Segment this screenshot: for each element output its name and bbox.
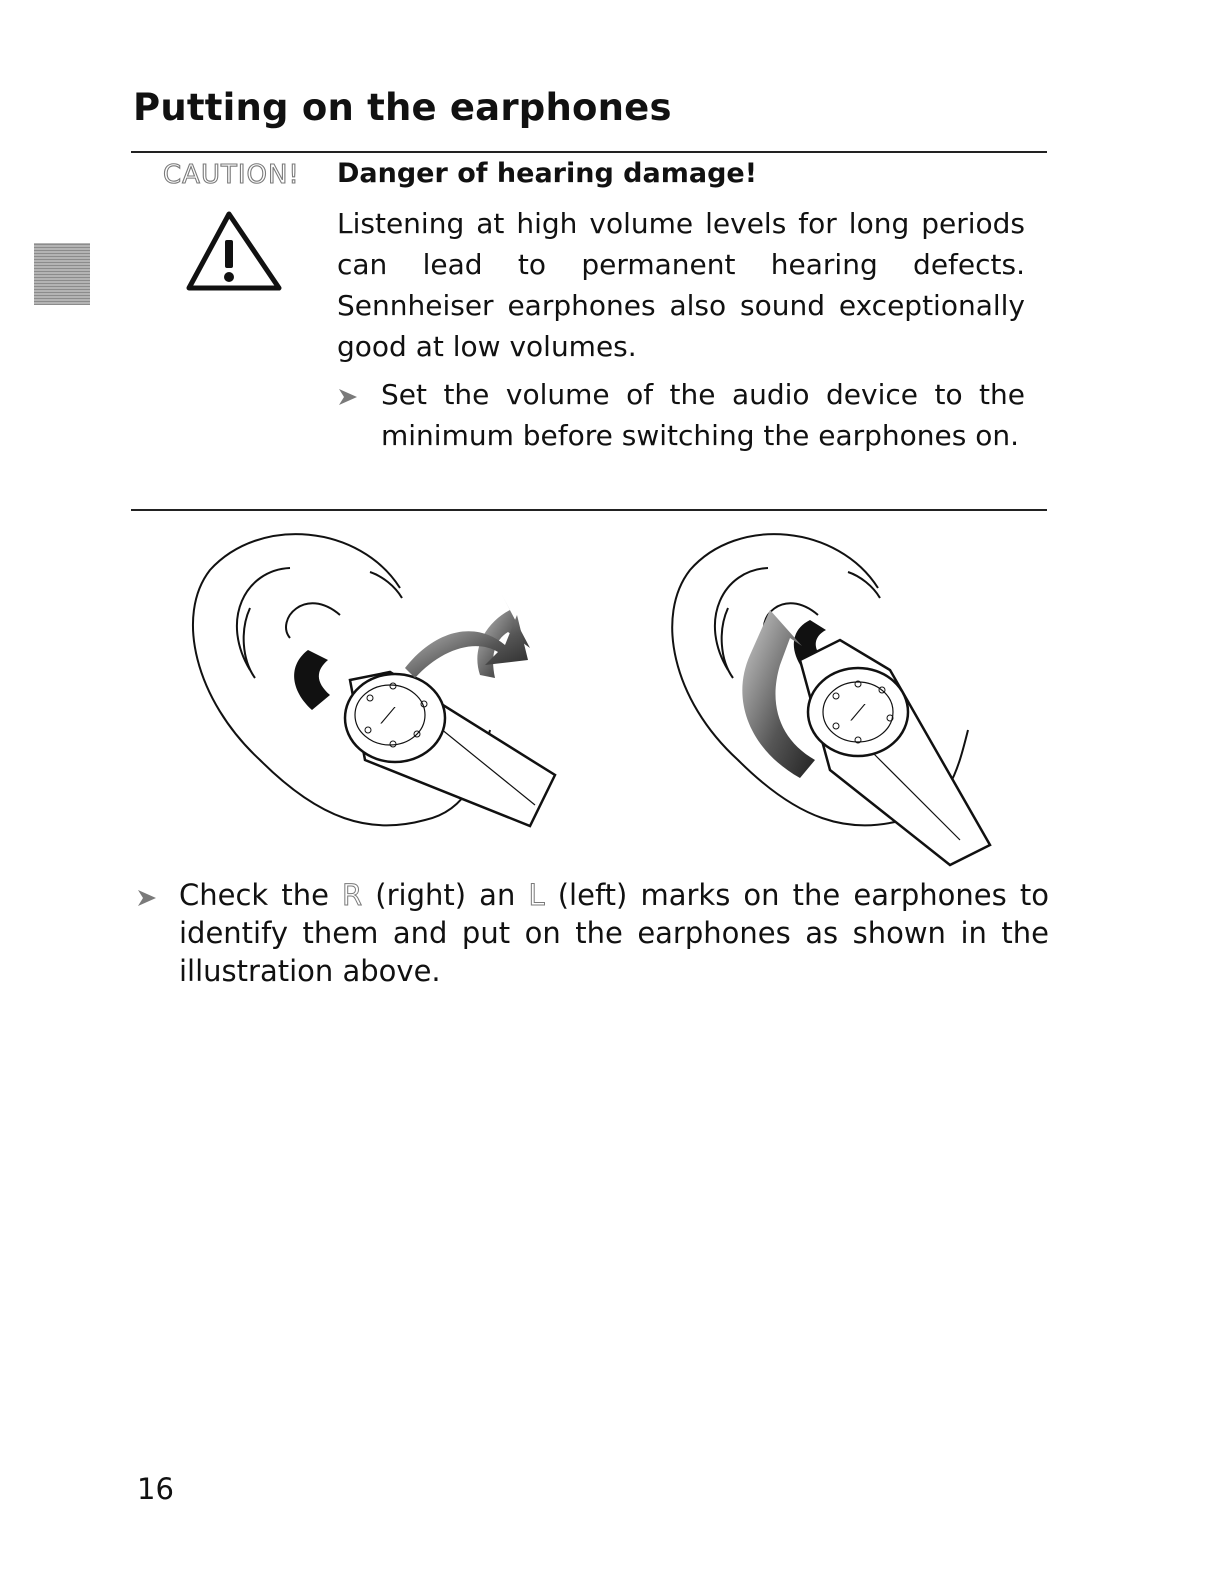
page-title: Putting on the earphones [133, 86, 672, 129]
chapter-tab-marker [34, 243, 90, 305]
left-mark: L [528, 878, 545, 912]
left-earphone [294, 650, 555, 826]
svg-text:⟋: ⟋ [850, 701, 866, 726]
ear-earphone-illustration [190, 520, 1010, 870]
right-earphone [794, 620, 990, 865]
warning-top-divider [131, 151, 1047, 153]
warning-bottom-divider [131, 509, 1047, 511]
warning-instruction: Set the volume of the audio device to the minimum before switching the earphones on. [381, 378, 1025, 452]
arrow-bullet-icon [337, 387, 359, 407]
warning-body-text: Listening at high volume levels for long periods can lead to permanent hearing defects. Sennheiser earphones also sound exceptionally good at low volumes. [337, 207, 1025, 363]
caution-label: CAUTION! [163, 160, 300, 190]
warning-heading: Danger of hearing damage! [337, 158, 758, 189]
svg-text:⟋: ⟋ [380, 704, 396, 729]
right-mark: R [342, 878, 363, 912]
arrow-bullet-icon [136, 888, 158, 908]
page-number: 16 [137, 1472, 174, 1506]
warning-triangle-icon [183, 210, 283, 294]
earphone-instruction: Check the R (right) an L (left) marks on the earphones to identify them and put on the earphones as shown in the illustration above. [179, 878, 1049, 988]
